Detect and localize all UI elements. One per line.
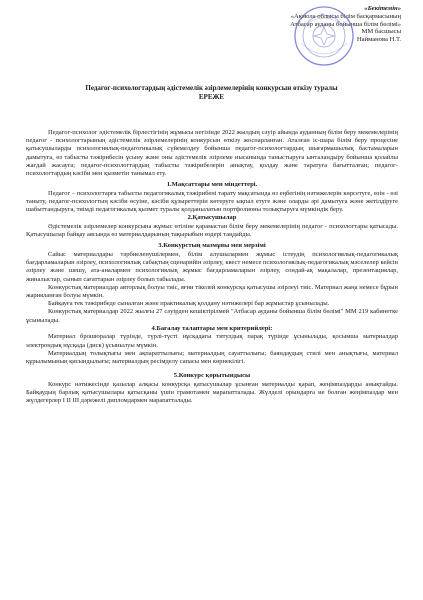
title-line-1: Педагог-психологтардың әдістемелік әзірлемелерінің конкурсын өткізу туралы: [85, 84, 338, 92]
approval-line-1: «Ақмола облысы білім басқармасының: [290, 12, 401, 20]
section-heading: 2.Қатысушылар: [187, 214, 237, 222]
section-paragraph: Материал брошюралар түрінде, түрлі-түсті нұсқадағы титулдық парақ түрінде ұсынылады, қосымша материалдар электрондық нұсқада (диск) ұсынылуы мүмкін.: [26, 333, 398, 349]
document-title: [28, 84, 395, 102]
section-paragraph: Конкурс нәтижесінде қазылар алқасы конкурсқа қатысушылар ұсынған материалды қарап, жеңімпаздарды анықтайды. Байқаудың барлық қатысушылары қатысқаны үшін грамотамен марапатталады. Жүлделі орындарға ие болған жеңімпаздар мен жүлдегерлер I II III дәрежелі дипломдармен марапатталады.: [26, 380, 398, 405]
approval-line-2: Атбасар ауданы бойынша білім бөлімі»: [290, 20, 401, 28]
section-paragraph: Конкурстық материалдар авторлық болуы тиіс, яғни тікелей конкурсқа қатысушы әзірлеуі тиіс. Материал жаңа немесе бұрын жарияланған болуы мүмкін.: [26, 283, 398, 300]
section-paragraph: Әдістемелік әзірлемелер конкурсына жұмыс өтіліне қарамастан білім беру мекемелерінің педагог - психологтары қатысады. Қатысушылар байқау аясында өз материалдарының тақырыбын өздері таңдайды.: [26, 223, 398, 239]
section-paragraph: Конкурстық материалдар 2022 жылғы 27 сәуірден кешіктірілмей "Атбасар ауданы бойынша білім бөлімі" ММ 219 кабинетке ұсынылады.: [26, 308, 398, 324]
section-paragraph: Педагог – психологтарға табысты педагогикалық тәжірибені тарату мақсатында өз еңбегінің нәтижелерін көрсетуге, өзін - өзі таныту, педагог-психологтың кәсіби өсуіне, кәсіби құзыреттерін көтеруге ықпал етуге және оларды әрі дамытуға және жетілдіруге шабыттандыруға, тиімді педагогикалық қызмет туралы қолданылатын портфолионы толықтыруға мүмкіндік беру.: [26, 189, 398, 214]
title-line-2: ЕРЕЖЕ: [198, 93, 225, 101]
approval-head: «Бекітемін»: [364, 5, 401, 12]
intro-paragraph: Педагог-психолог әдістемелік бірлестігінің жұмысы негізінде 2022 жылдың сәуір айында ауданның білім беру мекемелерінің педагог - психологтарының әдістемелік әзірлемелерінің конкурсын өткізу жоспарланған. Аталған іс-шара білім беру процесіне қатысушыларды психологиялық-педагогикалық сүйемелдеу бойынша педагог-психологтардың шығармашылық бастамаларын дамытуға, өз табысты тәжірибесін ұсыну және оны әдістемелік әзірлеме нысанында таныстыруға ынталандыру бойынша қолайлы жағдай жасауға; педагог-психологтардың табысты тәжірибелерін анықтау, қолдау және таратуға бағытталған; педагог-психологтардың кәсіби мен қызметін танымал ету.: [26, 129, 398, 178]
seal-stamp: [293, 5, 355, 67]
section-heading: 4.Бағалау талаптары мен критерийлері:: [151, 324, 273, 332]
approval-line-4: Найманова Н.Т.: [356, 36, 401, 44]
section-paragraph: Байқауға тек тәжірибеде сыналған және практикалық қолдану нәтижелері бар жұмыстар ұсынылады.: [48, 300, 330, 308]
section-paragraph: Материалдың толықтығы мен ақпараттылығы; материалдың сауаттылығы; баяндаудың стилі мен анықтығы, материал құрылымының қисындылығы; материалдың ресімделу сапасы мен көрнекілігі.: [26, 349, 398, 366]
section-heading: 5.Конкурс қорытындысы: [173, 372, 251, 380]
document-body: [26, 129, 398, 405]
approval-line-3: ММ басшысы: [361, 28, 401, 36]
section-heading: 3.Конкурстың мазмұны мен мерзімі: [158, 242, 266, 250]
section-heading: 1.Мақсаттары мен міндеттері.: [166, 181, 258, 189]
section-paragraph: Сайыс материалдары тәрбиеленушілермен, білім алушылармен жұмыс істеудің психологиялық-педагогикалық бағдарламаларын әзірлеу, психологиялық сабақтың сценарийін әзірлеу, квест немесе психологиялық-педагогикалық мәселелер кейсін әзірлеу және шешу, ата-аналармен психологиялық жұмыс бағдарламаларын әзірлеу, сондай-ақ мақалалар, презентациялар, жиналыстар, сынып сағаттарын әзірлеу болып табылады.: [26, 251, 398, 283]
